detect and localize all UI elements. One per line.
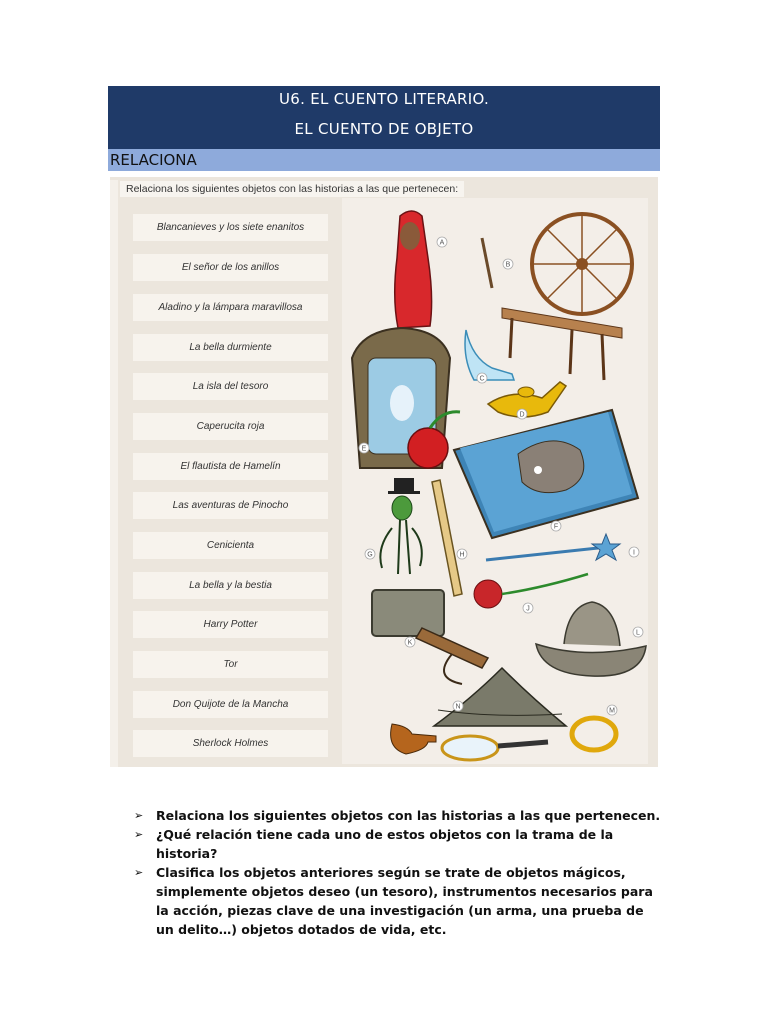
- story-item: Tor: [133, 651, 328, 678]
- treasure-map-icon: [454, 410, 638, 538]
- story-item: Don Quijote de la Mancha: [133, 691, 328, 718]
- story-item: El señor de los anillos: [133, 254, 328, 281]
- spinning-wheel-icon: [482, 214, 632, 380]
- glass-slipper-icon: [465, 330, 514, 383]
- svg-text:A: A: [439, 239, 445, 247]
- svg-text:I: I: [633, 549, 635, 557]
- unit-header: [108, 86, 660, 149]
- instruction-item: [134, 825, 664, 863]
- unit-subtitle: EL CUENTO DE OBJETO: [294, 120, 474, 138]
- instruction-text: ¿Qué relación tiene cada uno de estos objetos con la trama de la historia?: [156, 827, 614, 861]
- svg-text:F: F: [553, 523, 559, 531]
- svg-text:E: E: [361, 445, 367, 453]
- svg-text:M: M: [609, 707, 615, 715]
- unit-title: U6. EL CUENTO LITERARIO.: [278, 90, 490, 108]
- svg-text:H: H: [459, 551, 465, 559]
- arrow-bullet-icon: ➢: [134, 809, 144, 822]
- svg-text:G: G: [367, 551, 373, 559]
- instruction-text: Relaciona los siguientes objetos con las historias a las que pertenecen.: [156, 808, 661, 823]
- svg-text:N: N: [455, 703, 461, 711]
- svg-text:D: D: [519, 411, 525, 419]
- instructions-list: [134, 806, 664, 939]
- rose-icon: [474, 574, 588, 613]
- svg-text:J: J: [526, 605, 530, 613]
- svg-text:B: B: [505, 261, 511, 269]
- hammer-icon: [372, 590, 488, 684]
- magic-mirror-and-apple-icon: [352, 328, 460, 468]
- instruction-item: [134, 806, 664, 825]
- red-hooded-cape-icon: [395, 211, 447, 328]
- story-item: Cenicienta: [133, 532, 328, 559]
- story-item: Sherlock Holmes: [133, 730, 328, 757]
- section-label: RELACIONA: [108, 149, 660, 171]
- story-item: Blancanieves y los siete enanitos: [133, 214, 328, 241]
- cricket-icon: [365, 478, 422, 574]
- story-item: Aladino y la lámpara maravillosa: [133, 294, 328, 321]
- arrow-bullet-icon: ➢: [134, 866, 144, 879]
- story-item: El flautista de Hamelín: [133, 453, 328, 480]
- arrow-bullet-icon: ➢: [134, 828, 144, 841]
- panel-stripe: [110, 180, 118, 767]
- deerstalker-pipe-magnifier-icon: [391, 668, 566, 760]
- story-item: La bella y la bestia: [133, 572, 328, 599]
- story-item: La bella durmiente: [133, 334, 328, 361]
- magic-lamp-icon: [488, 382, 566, 419]
- story-item: Caperucita roja: [133, 413, 328, 440]
- flute-icon: [432, 480, 467, 596]
- story-item: Harry Potter: [133, 611, 328, 638]
- magic-wand-icon: [486, 534, 639, 560]
- svg-text:K: K: [407, 639, 413, 647]
- golden-ring-icon: [572, 705, 617, 750]
- story-item: Las aventuras de Pinocho: [133, 492, 328, 519]
- instruction-text: Clasifica los objetos anteriores según se trate de objetos mágicos, simplemente objetos deseo (un tesoro), instrumentos necesarios para la acción, piezas clave de una investigación (un arma, una prueba de un delito…) objetos dotados de vida, etc.: [156, 865, 653, 937]
- exercise-title: Relaciona los siguientes objetos con las historias a las que pertenecen:: [120, 181, 464, 197]
- brimmed-hat-icon: [536, 602, 646, 676]
- story-item: La isla del tesoro: [133, 373, 328, 400]
- objects-illustration: [342, 198, 648, 764]
- svg-text:L: L: [636, 629, 640, 637]
- svg-text:C: C: [479, 375, 485, 383]
- instruction-item: [134, 863, 664, 939]
